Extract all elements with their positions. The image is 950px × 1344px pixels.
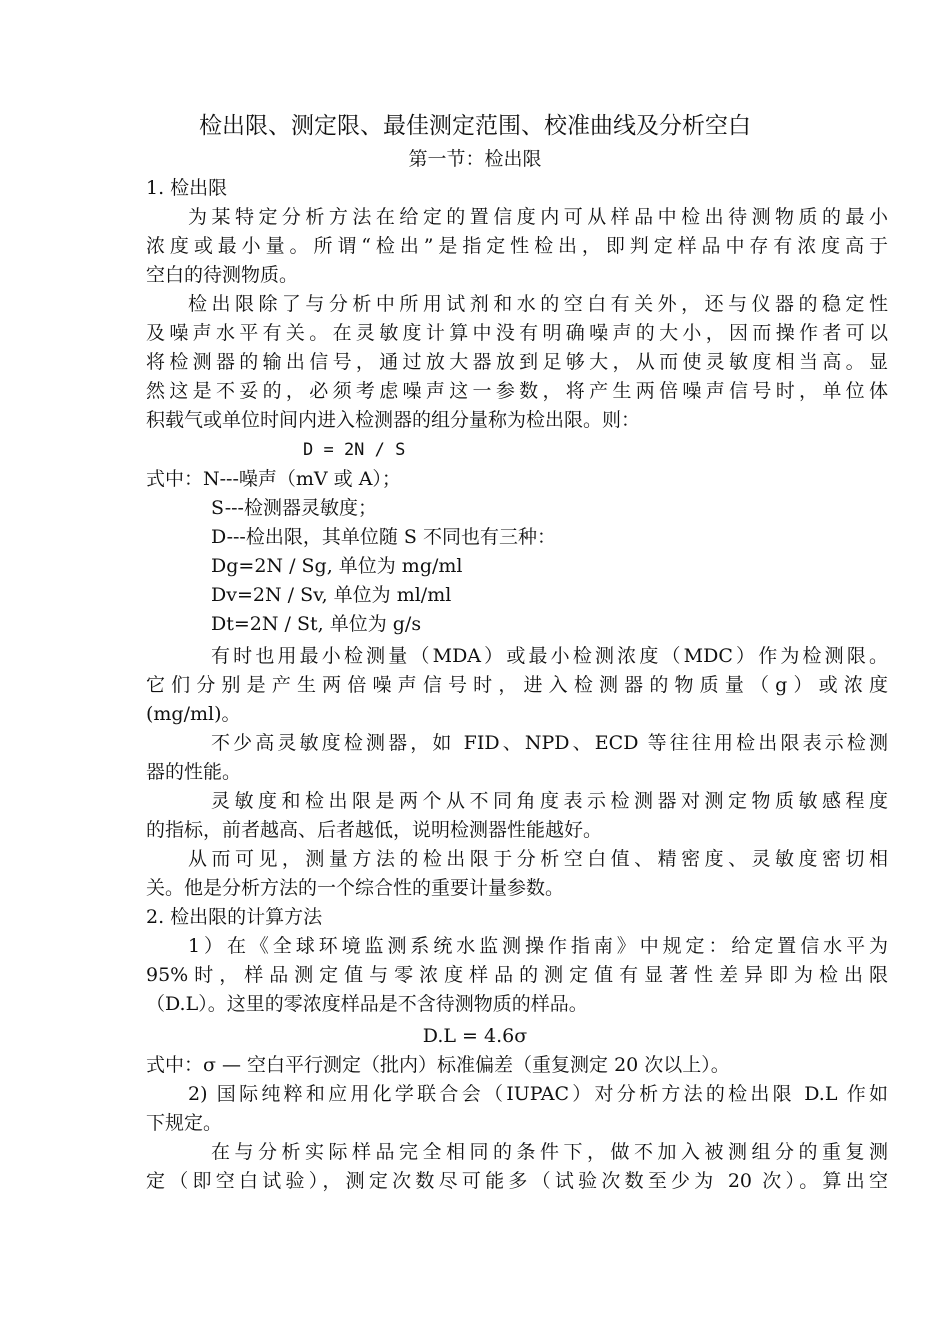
paragraph-line: （D.L）。这里的零浓度样品是不含待测物质的样品。 — [146, 993, 588, 1015]
paragraph-line: 的指标，前者越高、后者越低，说明检测器性能越好。 — [146, 819, 603, 841]
section-heading: 第一节：检出限 — [408, 148, 542, 170]
paragraph-line: 从而可见，测量方法的检出限于分析空白值、精密度、灵敏度密切相 — [188, 848, 888, 870]
paragraph-line: 定（即空白试验），测定次数尽可能多（试验次数至少为 20 次）。算出空 — [146, 1170, 888, 1192]
paragraph-line: (mg/ml)。 — [146, 703, 241, 725]
paragraph-line: 然这是不妥的，必须考虑噪声这一参数，将产生两倍噪声信号时，单位体 — [146, 380, 888, 402]
formula-legend: S---检测器灵敏度； — [211, 497, 377, 519]
formula-variant: Dv=2N / Sv, 单位为 ml/ml — [211, 584, 452, 606]
paragraph-line: 检出限除了与分析中所用试剂和水的空白有关外，还与仪器的稳定性 — [188, 293, 888, 315]
paragraph-line: 它们分别是产生两倍噪声信号时，进入检测器的物质量（g）或浓度 — [146, 674, 888, 696]
formula-variant: Dt=2N / St, 单位为 g/s — [211, 613, 422, 635]
formula: D = 2N / S — [303, 440, 406, 460]
paragraph-line: 下规定。 — [146, 1112, 223, 1134]
formula-legend: D---检出限，其单位随 S 不同也有三种： — [211, 526, 556, 548]
paragraph-line: 灵敏度和检出限是两个从不同角度表示检测器对测定物质敏感程度 — [211, 790, 888, 812]
paragraph-line: 95%时，样品测定值与零浓度样品的测定值有显著性差异即为检出限 — [146, 964, 888, 986]
paragraph-line: 有时也用最小检测量（MDA）或最小检测浓度（MDC）作为检测限。 — [211, 645, 888, 667]
formula-legend: 式中：σ — 空白平行测定（批内）标准偏差（重复测定 20 次以上）。 — [146, 1054, 730, 1076]
paragraph-line: 积载气或单位时间内进入检测器的组分量称为检出限。则： — [146, 409, 641, 431]
paragraph-line: 将检测器的输出信号，通过放大器放到足够大，从而使灵敏度相当高。显 — [146, 351, 888, 373]
paragraph-line: 不少高灵敏度检测器，如 FID、NPD、ECD 等往往用检出限表示检测 — [211, 732, 888, 754]
heading-2: 2. 检出限的计算方法 — [146, 906, 323, 928]
paragraph-line: 关。他是分析方法的一个综合性的重要计量参数。 — [146, 877, 565, 899]
formula-legend: 式中：N---噪声（mV 或 A）； — [146, 468, 401, 490]
formula: D.L = 4.6σ — [422, 1025, 528, 1047]
paragraph-line: 器的性能。 — [146, 761, 242, 783]
paragraph-line: 在与分析实际样品完全相同的条件下，做不加入被测组分的重复测 — [211, 1141, 888, 1163]
formula-variant: Dg=2N / Sg, 单位为 mg/ml — [211, 555, 463, 577]
paragraph-line: 空白的待测物质。 — [146, 264, 299, 286]
paragraph-line: 1）在《全球环境监测系统水监测操作指南》中规定：给定置信水平为 — [188, 935, 888, 957]
document-title: 检出限、测定限、最佳测定范围、校准曲线及分析空白 — [199, 113, 751, 139]
heading-1: 1. 检出限 — [146, 177, 228, 199]
paragraph-line: 及噪声水平有关。在灵敏度计算中没有明确噪声的大小，因而操作者可以 — [146, 322, 888, 344]
paragraph-line: 为某特定分析方法在给定的置信度内可从样品中检出待测物质的最小 — [188, 206, 888, 228]
paragraph-line: 浓度或最小量。所谓“检出”是指定性检出，即判定样品中存有浓度高于 — [146, 235, 888, 257]
paragraph-line: 2) 国际纯粹和应用化学联合会（IUPAC）对分析方法的检出限 D.L 作如 — [188, 1083, 888, 1105]
